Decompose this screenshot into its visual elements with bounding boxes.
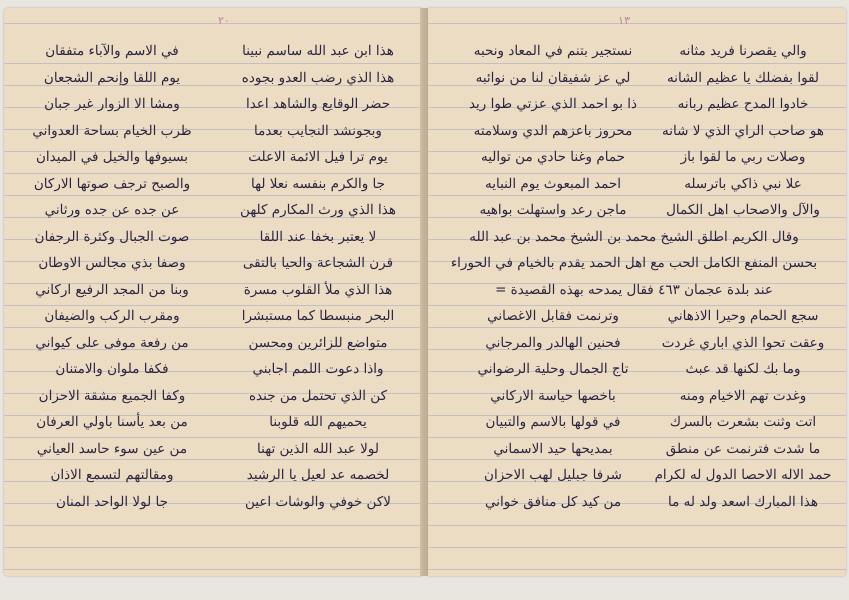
verse-first-hemistich: هذا ابن عبد الله ساسم نبينا (242, 43, 394, 59)
verse-first-hemistich: حضر الوقايع والشاهد اعدا (245, 96, 391, 112)
verse-line (4, 197, 422, 224)
verse-line (428, 118, 846, 145)
verse-first-hemistich: واذا دعوت اللمم اجابني (252, 361, 384, 377)
verse-second-hemistich: ذا بو احمد الذي عزتي طوا ريد (468, 96, 638, 112)
verse-first-hemistich: هذا الذي رضب العدو بجوده (241, 69, 395, 86)
verse-second-hemistich: حمام وغنا حادي من تواليه (480, 149, 625, 165)
verse-line (4, 224, 422, 251)
verse-second-hemistich: يوم اللقا وإنحم الشجعان (43, 69, 181, 86)
verse-first-hemistich: هذا الذي ملأ القلوب مسرة (243, 281, 393, 298)
verse-first-hemistich: قرن الشجاعة والحيا بالتقى (242, 255, 394, 271)
verse-first-hemistich: لاكن خوفي والوشات اعين (245, 493, 391, 510)
verse-second-hemistich: وبنا من المجد الرفيع اركاني (35, 281, 189, 298)
prose-line (428, 250, 846, 277)
verse-first-hemistich: وغدت تهم الاخيام ومنه (679, 387, 807, 404)
verse-second-hemistich: نستجير بتنم في المعاد ونحبه (473, 43, 633, 59)
prose-text: وقال الكريم اطلق الشيخ محمد بن الشيخ محمد بن عبد الله (469, 228, 799, 245)
verse-first-hemistich: لولا عبد الله الذين تهنا (257, 440, 379, 457)
verse-second-hemistich: بمديحها حيد الاسماني (493, 440, 613, 457)
verse-first-hemistich: يحميهم الله قلوبنا (269, 414, 367, 430)
verse-line (4, 436, 422, 463)
verse-second-hemistich: من بعد يأسنا باولي العرفان (36, 414, 188, 430)
verse-second-hemistich: باخصها حياسة الاركاني (490, 387, 616, 404)
left-poem (4, 38, 422, 515)
verse-line (4, 409, 422, 436)
verse-line (4, 144, 422, 171)
verse-line (428, 303, 846, 330)
verse-second-hemistich: بسيوفها والخيل في الميدان (35, 149, 189, 165)
verse-line (4, 303, 422, 330)
verse-second-hemistich: جا لولا الواحد المنان (56, 493, 168, 510)
left-page-number: ٢٠ (218, 14, 230, 27)
verse-line (428, 65, 846, 92)
verse-first-hemistich: وصلات ربي ما لقوا باز (680, 149, 806, 165)
verse-line (428, 38, 846, 65)
verse-line (4, 330, 422, 357)
verse-line (4, 250, 422, 277)
verse-second-hemistich: شرفا جبليل لهب الاحزان (484, 467, 622, 483)
verse-second-hemistich: تاج الجمال وحلية الرضواني (477, 361, 629, 377)
verse-line (428, 383, 846, 410)
verse-line (4, 489, 422, 516)
verse-second-hemistich: ومشا الا الزوار غير جبان (44, 96, 180, 112)
verse-first-hemistich: حمد الاله الاحصا الدول له لكرام (654, 467, 832, 483)
verse-second-hemistich: وترنمت فقابل الاغصاني (487, 308, 619, 324)
verse-line (4, 118, 422, 145)
verse-line (4, 65, 422, 92)
verse-second-hemistich: من رفعة موفى على كيواني (35, 334, 189, 351)
verse-first-hemistich: هذا المبارك اسعد ولد له ما (668, 493, 818, 510)
verse-first-hemistich: وبجونشد النجايب بعدما (254, 122, 382, 139)
right-page-number: ١٣ (618, 14, 630, 27)
verse-second-hemistich: وصفا بذي مجالس الاوطان (38, 255, 186, 271)
verse-first-hemistich: متواضع للزائرين ومحسن (248, 334, 388, 351)
verse-first-hemistich: والي يقصرنا فريد مثانه (679, 43, 807, 59)
verse-first-hemistich: وعقت تحوا الذي اباري غردت (661, 334, 825, 351)
verse-first-hemistich: خادوا المدح عظيم ربانه (677, 96, 809, 112)
verse-second-hemistich: في الاسم والآباء متفقان (45, 43, 179, 59)
verse-second-hemistich: صوت الجبال وكثرة الرجفان (34, 228, 190, 245)
verse-first-hemistich: هو صاحب الراي الذي لا شانه (662, 122, 824, 139)
verse-line (4, 383, 422, 410)
verse-line (4, 38, 422, 65)
verse-line (428, 144, 846, 171)
verse-first-hemistich: البحر منبسطا كما مستبشرا (241, 308, 395, 324)
verse-first-hemistich: وما بك لكنها قد عبث (685, 361, 801, 377)
verse-first-hemistich: علا نبي ذاكي باترسله (684, 175, 802, 192)
verse-second-hemistich: احمد المبعوث يوم النبايه (484, 175, 621, 192)
verse-line (428, 197, 846, 224)
verse-second-hemistich: من كيد كل منافق خواني (484, 493, 622, 510)
verse-first-hemistich: والآل والاصحاب اهل الكمال (666, 202, 820, 218)
verse-first-hemistich: لخصمه عد لعيل يا الرشيد (246, 467, 390, 483)
verse-first-hemistich: هذا الذي ورث المكارم كلهن (240, 202, 396, 218)
verse-first-hemistich: سجع الحمام وحيرا الاذهاني (667, 308, 819, 324)
verse-first-hemistich: ما شدت فترنمت عن منطق (665, 440, 821, 457)
verse-first-hemistich: كن الذي تحتمل من جنده (248, 387, 388, 404)
verse-second-hemistich: محروز باعزهم الدي وسلامته (473, 122, 633, 139)
verse-second-hemistich: لي عز شفيقان لنا من نوائبه (475, 69, 631, 86)
verse-second-hemistich: فكفا ملوان والامتنان (55, 361, 169, 377)
verse-second-hemistich: وكفا الجميع مشقة الاحزان (38, 387, 186, 404)
verse-second-hemistich: من عين سوء حاسد العياني (36, 440, 188, 457)
verse-second-hemistich: فحنين الهالدر والمرجاني (485, 334, 621, 351)
verse-second-hemistich: والصبح ترجف صوتها الاركان (33, 175, 191, 192)
verse-line (428, 409, 846, 436)
verse-second-hemistich: في قولها بالاسم والتبيان (485, 414, 621, 430)
verse-line (4, 91, 422, 118)
verse-first-hemistich: لا يعتبر بخفا عند اللقا (259, 228, 377, 245)
verse-line (4, 171, 422, 198)
verse-second-hemistich: ماجن رعد واستهلت بواهيه (479, 202, 627, 218)
verse-second-hemistich: ظرب الخيام بساحة العدواني (32, 122, 192, 139)
prose-text: عند بلدة عجمان ٤٦٣ فقال يمدحه بهذه القصيدة = (495, 281, 773, 298)
verse-line (428, 462, 846, 489)
verse-line (4, 277, 422, 304)
verse-line (428, 91, 846, 118)
verse-first-hemistich: يوم ترا فيل الائمة الاعلت (248, 149, 388, 165)
verse-line (428, 436, 846, 463)
verse-line (428, 489, 846, 516)
verse-first-hemistich: لقوا بفضلك يا عظيم الشانه (666, 69, 820, 86)
verse-line (428, 171, 846, 198)
verse-line (4, 462, 422, 489)
verse-line (428, 330, 846, 357)
verse-second-hemistich: ومقرب الركب والضيفان (44, 308, 180, 324)
prose-text: بحسن المنفع الكامل الحب مع اهل الحمد يقدم بالخيام في الحوراء (450, 255, 818, 271)
right-page (428, 8, 846, 576)
prose-line (428, 224, 846, 251)
verse-first-hemistich: جا والكرم بنفسه نعلا لها (251, 175, 385, 192)
verse-first-hemistich: اتت وثنت بشعرت بالسرك (669, 414, 817, 430)
left-page (4, 8, 422, 576)
verse-line (4, 356, 422, 383)
right-poem (428, 38, 846, 515)
verse-second-hemistich: ومقالتهم لتسمع الاذان (50, 467, 174, 483)
verse-second-hemistich: عن جده عن جده ورثاني (44, 202, 180, 218)
verse-line (428, 356, 846, 383)
prose-line (428, 277, 846, 304)
